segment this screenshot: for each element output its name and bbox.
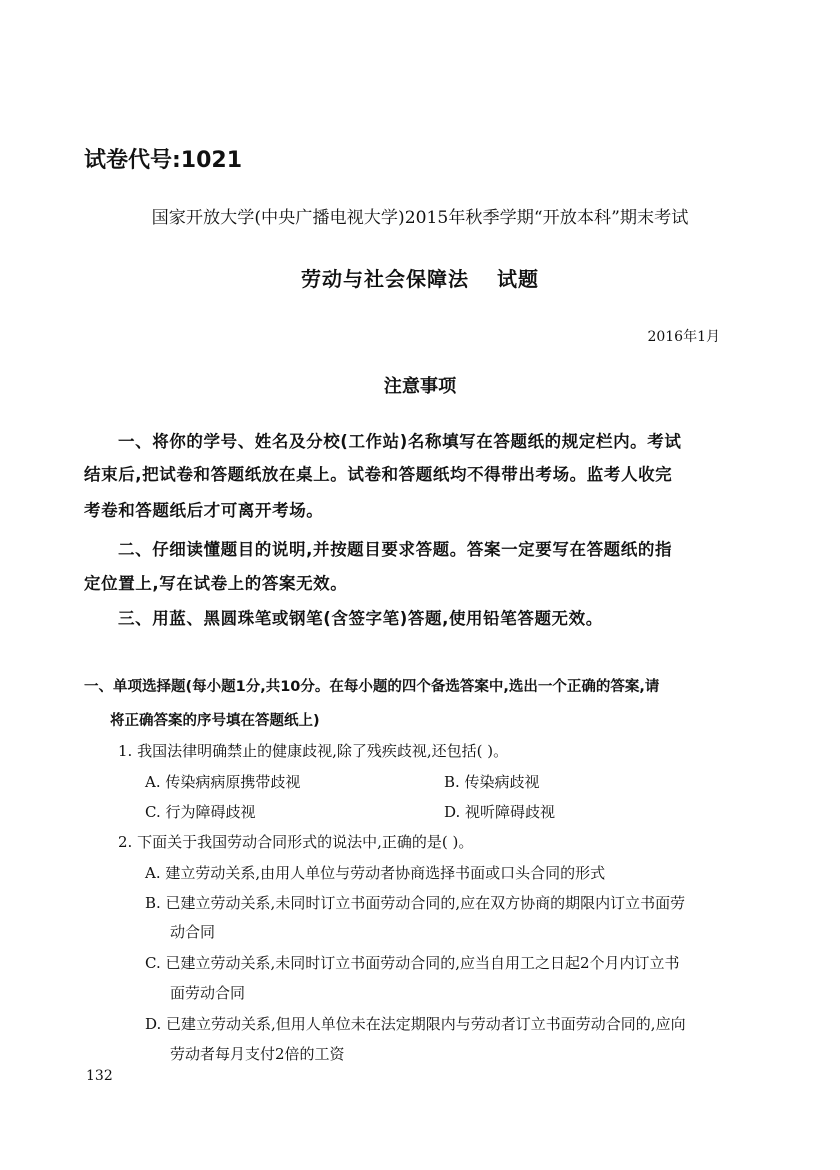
exam-title-main: 劳动与社会保障法 [301, 267, 469, 291]
question-1-option-c: C. 行为障碍歧视 [145, 803, 256, 821]
exam-date: 2016年1月 [647, 329, 720, 345]
exam-header: 国家开放大学(中央广播电视大学)2015年秋季学期“开放本科”期末考试 [151, 208, 689, 228]
question-2-option-c-line-2: 面劳动合同 [170, 984, 246, 1002]
exam-title [0, 263, 840, 292]
question-2-option-d-line-1: D. 已建立劳动关系,但用人单位未在法定期限内与劳动者订立书面劳动合同的,应向 [145, 1015, 686, 1033]
notice-item-1-line-2: 结束后,把试卷和答题纸放在桌上。试卷和答题纸均不得带出考场。监考人收完 [84, 465, 673, 484]
page-number: 132 [86, 1068, 113, 1084]
notice-item-2-line-2: 定位置上,写在试卷上的答案无效。 [84, 574, 348, 593]
question-1-option-a: A. 传染病病原携带歧视 [145, 773, 301, 791]
exam-title-suffix: 试题 [497, 267, 539, 291]
question-2-option-c-line-1: C. 已建立劳动关系,未同时订立书面劳动合同的,应当自用工之日起2个月内订立书 [145, 954, 680, 972]
notice-heading: 注意事项 [383, 376, 457, 397]
notice-item-1-line-3: 考卷和答题纸后才可离开考场。 [84, 501, 324, 520]
question-2-option-d-line-2: 劳动者每月支付2倍的工资 [170, 1045, 345, 1063]
section-1-title-line-2: 将正确答案的序号填在答题纸上) [110, 713, 320, 729]
paper-code: 试卷代号:1021 [84, 148, 243, 173]
notice-item-3-line-1: 三、用蓝、黑圆珠笔或钢笔(含签字笔)答题,使用铅笔答题无效。 [118, 609, 603, 628]
question-1-option-d: D. 视听障碍歧视 [444, 803, 556, 821]
question-1-option-b: B. 传染病歧视 [444, 773, 540, 791]
question-2-option-b-line-2: 动合同 [170, 923, 216, 941]
question-2-option-a: A. 建立劳动关系,由用人单位与劳动者协商选择书面或口头合同的形式 [145, 864, 606, 882]
question-2-stem: 2. 下面关于我国劳动合同形式的说法中,正确的是( )。 [118, 833, 474, 851]
notice-item-1-line-1: 一、将你的学号、姓名及分校(工作站)名称填写在答题纸的规定栏内。考试 [118, 432, 682, 451]
question-2-option-b-line-1: B. 已建立劳动关系,未同时订立书面劳动合同的,应在双方协商的期限内订立书面劳 [145, 894, 686, 912]
question-1-stem: 1. 我国法律明确禁止的健康歧视,除了残疾歧视,还包括( )。 [118, 742, 509, 760]
notice-item-2-line-1: 二、仔细读懂题目的说明,并按题目要求答题。答案一定要写在答题纸的指 [118, 540, 673, 559]
section-1-title-line-1: 一、单项选择题(每小题1分,共10分。在每小题的四个备选答案中,选出一个正确的答案,请 [84, 679, 660, 695]
